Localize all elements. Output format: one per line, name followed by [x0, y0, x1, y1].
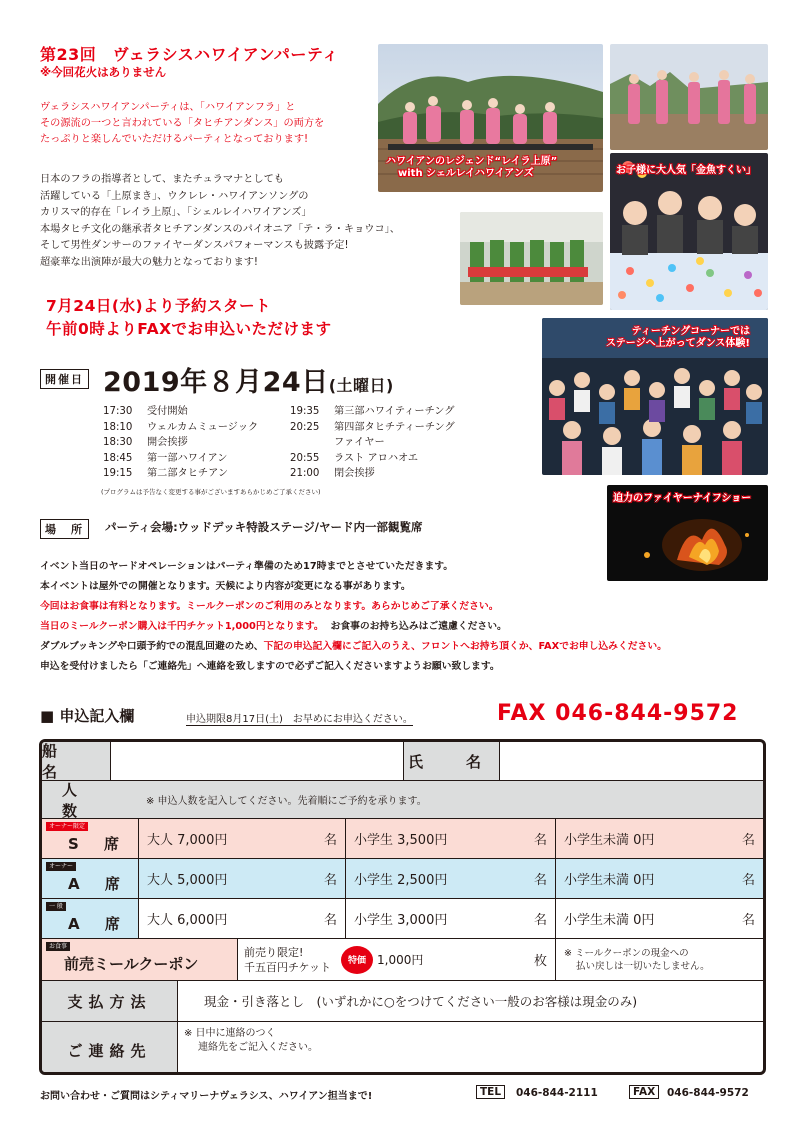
footer-inquiry: お問い合わせ・ご質問はシティマリーナヴェラシス、ハワイアン担当まで! [40, 1091, 373, 1102]
unit-label: 名 [533, 873, 547, 888]
payment-label: 支払方法 [42, 981, 177, 1021]
photo-hawaiian-band [378, 44, 603, 192]
note-no-food: お食事のお持ち込みはご遠慮ください。 [330, 621, 507, 632]
seat-a-general-adult-price: 大人 6,000円 [147, 913, 228, 928]
unit-label: 名 [533, 913, 547, 928]
coupon-label: 前売ミールクーポン [64, 955, 199, 973]
event-subtitle: ※今回花火はありません [40, 65, 167, 79]
reservation-fax-note: 午前0時よりFAXでお申込いただけます [46, 320, 332, 338]
seat-a-owner-child-field[interactable] [345, 859, 555, 898]
ship-name-label: 船 名 [42, 742, 110, 780]
seat-s-adult-price: 大人 7,000円 [147, 833, 228, 848]
program-note: (プログラムは予告なく変更する事がございますあらかじめご了承ください) [101, 488, 321, 496]
seat-a-general-label-cell [42, 899, 138, 938]
contact-note [178, 1027, 318, 1055]
application-deadline: 申込期限8月17日(土) お早めにお申込ください。 [186, 710, 413, 726]
application-form [39, 739, 766, 1075]
schedule-time: 19:35 [290, 406, 320, 417]
photo-hula-dancers [610, 44, 768, 150]
intro-line: その源流の一つと言われている「タヒチアンダンス」の両方を [40, 118, 325, 129]
schedule-row [103, 404, 258, 420]
person-name-label: 氏 名 [403, 742, 499, 780]
tel-label: TEL [476, 1085, 505, 1099]
schedule-time: 21:00 [290, 468, 320, 479]
schedule-time: 18:45 [103, 452, 133, 464]
seat-a-owner-adult-field[interactable] [138, 859, 345, 898]
note-double-booking: ダブルブッキングや口頭予約での混乱回避のため、 [40, 641, 264, 652]
unit-label: 名 [741, 873, 755, 888]
coupon-desc-line2: 千五百円チケット [244, 960, 332, 974]
schedule-item: 第四部タヒチティーチング [334, 421, 455, 433]
form-row-contact [42, 1022, 763, 1075]
schedule-row [290, 466, 455, 482]
schedule-item: 開会挨拶 [147, 437, 188, 448]
form-row-seat-a-owner [42, 859, 763, 899]
intro-line: たっぷりと楽しんでいただけるパーティとなっております! [40, 134, 309, 145]
coupon-desc [238, 945, 331, 975]
person-name-field[interactable] [499, 742, 763, 780]
schedule-row [103, 420, 258, 436]
seat-s-infant-price: 小学生未満 0円 [564, 833, 655, 848]
tel-number[interactable]: 046-844-2111 [516, 1087, 598, 1099]
form-row-payment [42, 981, 763, 1022]
contact-note-line1: ※ 日中に連絡のつく [184, 1028, 276, 1039]
schedule-row [290, 420, 455, 436]
coupon-note [556, 947, 710, 973]
body-line: 活躍している「上原まき」、ウクレレ・ハワイアンソングの [40, 190, 309, 202]
unit-label: 名 [323, 873, 337, 888]
unit-label: 名 [533, 833, 547, 848]
schedule-time: 19:15 [103, 468, 133, 479]
unit-label: 名 [741, 913, 755, 928]
schedule-row [103, 451, 258, 467]
venue-text: パーティ会場:ウッドデッキ特設ステージ/ヤード内一部観覧席 [105, 520, 423, 534]
seat-a-general-label: A 席 [68, 914, 130, 933]
seat-a-owner-child-price: 小学生 2,500円 [354, 873, 448, 888]
schedule-row [103, 435, 258, 451]
seat-a-general-adult-field[interactable] [138, 899, 345, 938]
schedule-row [290, 451, 455, 467]
caption-goldfish: お子様に大人気「金魚すくい」 [616, 165, 756, 176]
event-date-dow: (土曜日) [328, 376, 394, 395]
caption-band-line1: ハワイアンのレジェンド“レイラ上原” [386, 156, 558, 167]
note-line [40, 637, 667, 657]
note-meal-price: 当日のミールクーポン購入は千円チケット1,000円となります。 [40, 621, 324, 632]
intro-paragraph [40, 100, 370, 148]
note-line: 本イベントは屋外での開催となります。天候により内容が変更になる事があります。 [40, 581, 411, 592]
schedule-right [290, 404, 455, 482]
contact-note-line2: 連絡先をご記入ください。 [198, 1042, 318, 1053]
caption-teaching-line1: ティーチングコーナーでは [631, 326, 750, 337]
coupon-price: 1,000円 [377, 953, 424, 967]
seat-s-child-price: 小学生 3,500円 [354, 833, 448, 848]
schedule-left [103, 404, 258, 482]
body-line: カリスマ的存在「レイラ上原」、「シェルレイハワイアンズ」 [40, 207, 312, 218]
coupon-note-line2: 払い戻しは一切いたしません。 [576, 960, 710, 972]
seat-a-general-infant-field[interactable] [555, 899, 763, 938]
note-line: 今回はお食事は有料となります。ミールクーポンのご利用のみとなります。あらかじめご了承ください。 [40, 601, 499, 612]
application-fax: FAX 046-844-9572 [497, 701, 739, 726]
seat-a-owner-label-cell [42, 859, 138, 898]
photo-teaching-corner [542, 318, 768, 475]
venue-label: 場 所 [40, 519, 89, 539]
people-note: ※ 申込人数を記入してください。先着順にご予約を承ります。 [146, 796, 427, 807]
schedule-row [103, 466, 258, 482]
schedule-time: 17:30 [103, 406, 133, 417]
schedule-item: 受付開始 [147, 406, 188, 417]
schedule-item: ウェルカムミュージック [147, 421, 259, 433]
unit-label: 名 [323, 913, 337, 928]
body-line: 超豪華な出演陣が最大の魅力となっております! [40, 256, 259, 268]
body-line: 本場タヒチ文化の継承者タヒチアンダンスのパイオニア「テ・ラ・キョウコ」、 [40, 223, 400, 235]
seat-s-label: S 席 [68, 834, 130, 853]
photo-tahitian-group-image [460, 212, 603, 305]
schedule-item: 第二部タヒチアン [147, 468, 229, 479]
schedule-time: 18:10 [103, 421, 133, 433]
photo-goldfish-scooping [610, 153, 768, 310]
caption-teaching-line2: ステージへ上がってダンス体験! [606, 338, 750, 349]
form-row-meal-coupon [42, 939, 763, 981]
coupon-desc-line1: 前売り限定! [244, 945, 304, 959]
ship-name-field[interactable] [110, 742, 403, 780]
seat-a-owner-label: A 席 [68, 874, 130, 893]
fax-label: FAX [629, 1085, 659, 1099]
contact-label: ご連絡先 [42, 1022, 177, 1075]
coupon-note-cell [555, 939, 763, 980]
people-label: 人 数 [62, 780, 121, 820]
coupon-label-cell [42, 939, 237, 980]
discount-badge: 特価 [341, 946, 373, 974]
schedule-time: 20:25 [290, 421, 320, 433]
body-line: そして男性ダンサーのファイヤーダンスパフォーマンスも披露予定! [40, 240, 349, 251]
performers-paragraph [40, 172, 400, 271]
schedule-item: 第三部ハワイティーチング [334, 406, 455, 417]
date-label: 開催日 [40, 369, 89, 389]
event-title: 第23回 ヴェラシスハワイアンパーティ [40, 45, 339, 64]
note-line [40, 617, 667, 637]
seat-a-general-infant-price: 小学生未満 0円 [564, 913, 655, 928]
seat-a-owner-tag: オーナー [46, 862, 76, 871]
schedule-time: 20:55 [290, 452, 320, 464]
seat-a-general-child-price: 小学生 3,000円 [354, 913, 448, 928]
form-row-ship-name [42, 742, 763, 781]
coupon-unit: 枚 [533, 954, 547, 969]
coupon-note-line1: ※ ミールクーポンの現金への [564, 947, 689, 959]
schedule-item: 第一部ハワイアン [147, 452, 228, 464]
photo-fire-knife-show [607, 485, 768, 581]
schedule-row [290, 435, 455, 451]
seat-a-owner-adult-price: 大人 5,000円 [147, 873, 228, 888]
seat-s-adult-field[interactable] [138, 819, 345, 858]
caption-band-line2: with シェルレイハワイアンズ [398, 168, 534, 179]
notes-block [40, 557, 667, 677]
fax-number[interactable]: 046-844-9572 [667, 1087, 749, 1099]
unit-label: 名 [741, 833, 755, 848]
event-date-main: 2019年８月24日 [103, 367, 329, 398]
caption-fire-knife: 迫力のファイヤーナイフショー [613, 493, 752, 504]
body-line: 日本のフラの指導者として、またチュラマナとしても [40, 174, 284, 185]
schedule-item: ファイヤー [334, 437, 385, 448]
schedule-time: 18:30 [103, 437, 133, 448]
seat-a-owner-infant-price: 小学生未満 0円 [564, 873, 655, 888]
coupon-quantity-field[interactable] [237, 939, 555, 980]
coupon-tag: お食事 [46, 942, 70, 951]
schedule-item: ラスト アロハオエ [334, 452, 419, 464]
note-line: イベント当日のヤードオペレーションはパーティ準備のため17時までとさせていただきます。 [40, 561, 454, 572]
unit-label: 名 [323, 833, 337, 848]
form-row-seat-s [42, 819, 763, 859]
seat-s-tag: オーナー限定 [46, 822, 88, 831]
seat-s-infant-field[interactable] [555, 819, 763, 858]
seat-s-child-field[interactable] [345, 819, 555, 858]
form-row-people [42, 781, 763, 819]
contact-field[interactable] [177, 1022, 763, 1075]
seat-a-general-child-field[interactable] [345, 899, 555, 938]
event-date [103, 360, 394, 399]
note-how-to-apply: 下記の申込記入欄にご記入のうえ、フロントへお持ち頂くか、FAXでお申し込みください。 [263, 641, 667, 652]
application-heading: ■ 申込記入欄 [40, 707, 135, 725]
payment-options[interactable]: 現金・引き落とし (いずれかに○をつけてください一般のお客様は現金のみ) [177, 981, 763, 1021]
seat-a-general-tag: 一 般 [46, 902, 66, 911]
form-row-seat-a-general [42, 899, 763, 939]
reservation-start: 7月24日(水)より予約スタート [46, 297, 272, 315]
photo-tahitian-group [460, 212, 603, 305]
schedule-item: 閉会挨拶 [334, 468, 375, 479]
schedule-row [290, 404, 455, 420]
seat-a-owner-infant-field[interactable] [555, 859, 763, 898]
seat-s-label-cell [42, 819, 138, 858]
photo-hula-dancers-image [610, 44, 768, 150]
intro-line: ヴェラシスハワイアンパーティは、「ハワイアンフラ」と [40, 102, 296, 113]
note-line: 申込を受付けましたら「ご連絡先」へ連絡を致しますので必ずご記入くださいますようお願い致します。 [40, 661, 500, 672]
